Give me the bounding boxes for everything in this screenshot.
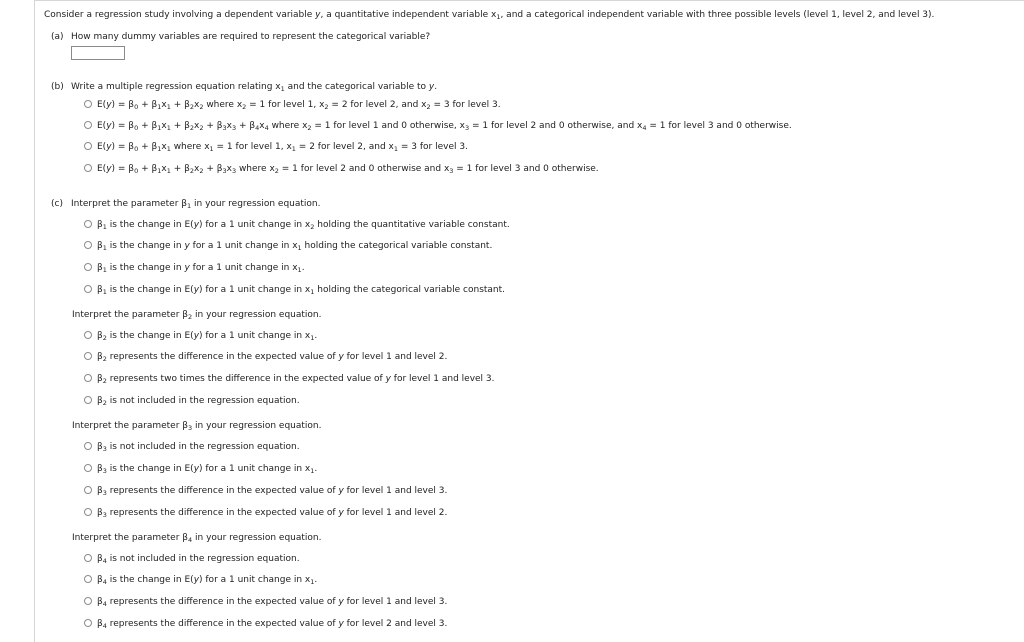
option-text: $\beta_3$ represents the difference in the expected value of y for level 1 and level 2. <box>97 508 448 519</box>
beta2-option-1[interactable] <box>84 330 317 342</box>
option-text: $E(y) = \beta_0 + \beta_1x_1$ where $x_1 = 1$ for level 1, $x_1 = 2$ for level 2, and $x_1 = 3$ for level 3. <box>97 142 468 153</box>
beta2-option-4[interactable] <box>84 395 300 407</box>
beta4-option-3[interactable] <box>84 596 447 608</box>
beta2-option-3[interactable] <box>84 373 495 385</box>
radio-button[interactable] <box>84 619 92 627</box>
radio-button[interactable] <box>84 285 92 293</box>
option-text: $\beta_2$ is the change in E(y) for a 1 unit change in $x_1$. <box>97 331 318 342</box>
equation-option-4[interactable] <box>84 163 599 175</box>
option-text: $\beta_4$ is not included in the regression equation. <box>97 554 300 565</box>
option-text: $\beta_1$ is the change in y for a 1 unit change in $x_1$. <box>97 263 305 274</box>
option-text: $\beta_2$ represents two times the difference in the expected value of y for level 1 and level 3. <box>97 374 495 385</box>
option-text: $\beta_3$ is not included in the regression equation. <box>97 442 300 453</box>
radio-button[interactable] <box>84 352 92 360</box>
radio-button[interactable] <box>84 396 92 404</box>
radio-button[interactable] <box>84 220 92 228</box>
beta1-option-3[interactable] <box>84 262 305 274</box>
option-text: $\beta_1$ is the change in E(y) for a 1 unit change in $x_1$ holding the categorical variable constant. <box>97 285 506 296</box>
beta3-question: Interpret the parameter $\beta_3$ in your regression equation. <box>72 421 322 432</box>
radio-button[interactable] <box>84 442 92 450</box>
part-b-question <box>51 81 437 93</box>
beta1-option-4[interactable] <box>84 284 505 296</box>
beta1-option-2[interactable] <box>84 240 492 252</box>
beta4-option-4[interactable] <box>84 618 447 630</box>
radio-button[interactable] <box>84 486 92 494</box>
beta1-question: Interpret the parameter $\beta_1$ in your regression equation. <box>71 199 321 210</box>
part-a-label: (a) <box>51 32 64 42</box>
beta3-option-4[interactable] <box>84 507 447 519</box>
option-text: $\beta_1$ is the change in y for a 1 unit change in $x_1$ holding the categorical variable constant. <box>97 241 493 252</box>
part-b-text: Write a multiple regression equation relating $x_1$ and the categorical variable to y. <box>71 82 438 93</box>
part-a-text: How many dummy variables are required to represent the categorical variable? <box>71 32 431 42</box>
option-text: $\beta_2$ represents the difference in the expected value of y for level 1 and level 2. <box>97 352 448 363</box>
option-text: $\beta_3$ is the change in E(y) for a 1 unit change in $x_1$. <box>97 464 318 475</box>
radio-button[interactable] <box>84 121 92 129</box>
option-text: $\beta_3$ represents the difference in the expected value of y for level 1 and level 3. <box>97 486 448 497</box>
beta2-question: Interpret the parameter $\beta_2$ in your regression equation. <box>72 310 322 321</box>
beta3-option-2[interactable] <box>84 463 317 475</box>
question-frame <box>34 0 1024 642</box>
beta3-option-3[interactable] <box>84 485 447 497</box>
equation-option-1[interactable] <box>84 99 501 111</box>
radio-button[interactable] <box>84 464 92 472</box>
beta4-option-2[interactable] <box>84 574 317 586</box>
equation-option-3[interactable] <box>84 141 468 153</box>
option-text: $E(y) = \beta_0 + \beta_1x_1 + \beta_2x_2 + \beta_3x_3$ where $x_2 = 1$ for level 2 and 0 otherwise and $x_3 = 1$ for level 3 and 0 otherwise. <box>97 164 599 175</box>
equation-option-2[interactable] <box>84 120 792 132</box>
radio-button[interactable] <box>84 164 92 172</box>
radio-button[interactable] <box>84 263 92 271</box>
beta4-question: Interpret the parameter $\beta_4$ in your regression equation. <box>72 533 322 544</box>
option-text: $E(y) = \beta_0 + \beta_1x_1 + \beta_2x_2 + \beta_3x_3 + \beta_4x_4$ where $x_2 = 1$ for level 1 and 0 otherwise, $x_3 = 1$ for level 2 and 0 otherwise, and $x_4 = 1$ for level 3 and 0 otherwise. <box>97 121 792 132</box>
radio-button[interactable] <box>84 142 92 150</box>
dummy-count-input[interactable] <box>71 46 125 60</box>
option-text: $\beta_4$ is the change in E(y) for a 1 unit change in $x_1$. <box>97 575 318 586</box>
radio-button[interactable] <box>84 508 92 516</box>
radio-button[interactable] <box>84 100 92 108</box>
option-text: $\beta_4$ represents the difference in the expected value of y for level 2 and level 3. <box>97 619 448 630</box>
radio-button[interactable] <box>84 241 92 249</box>
option-text: $E(y) = \beta_0 + \beta_1x_1 + \beta_2x_2$ where $x_2 = 1$ for level 1, $x_2 = 2$ for level 2, and $x_2 = 3$ for level 3. <box>97 100 501 111</box>
radio-button[interactable] <box>84 575 92 583</box>
option-text: $\beta_1$ is the change in E(y) for a 1 unit change in $x_2$ holding the quantitative variable constant. <box>97 220 510 231</box>
beta1-option-1[interactable] <box>84 219 510 231</box>
radio-button[interactable] <box>84 331 92 339</box>
part-a-question <box>51 31 430 43</box>
problem-intro: Consider a regression study involving a dependent variable y, a quantitative independent variable $x_1$, and a categorical independent variable with three possible levels (level 1, level 2, and level 3). <box>44 10 935 21</box>
option-text: $\beta_4$ represents the difference in the expected value of y for level 1 and level 3. <box>97 597 448 608</box>
beta3-option-1[interactable] <box>84 441 300 453</box>
radio-button[interactable] <box>84 374 92 382</box>
part-c-label: (c) <box>51 199 63 209</box>
beta4-option-1[interactable] <box>84 553 300 565</box>
option-text: $\beta_2$ is not included in the regression equation. <box>97 396 300 407</box>
radio-button[interactable] <box>84 597 92 605</box>
part-c-question <box>51 198 321 210</box>
part-b-label: (b) <box>51 82 64 92</box>
beta2-option-2[interactable] <box>84 351 447 363</box>
radio-button[interactable] <box>84 554 92 562</box>
